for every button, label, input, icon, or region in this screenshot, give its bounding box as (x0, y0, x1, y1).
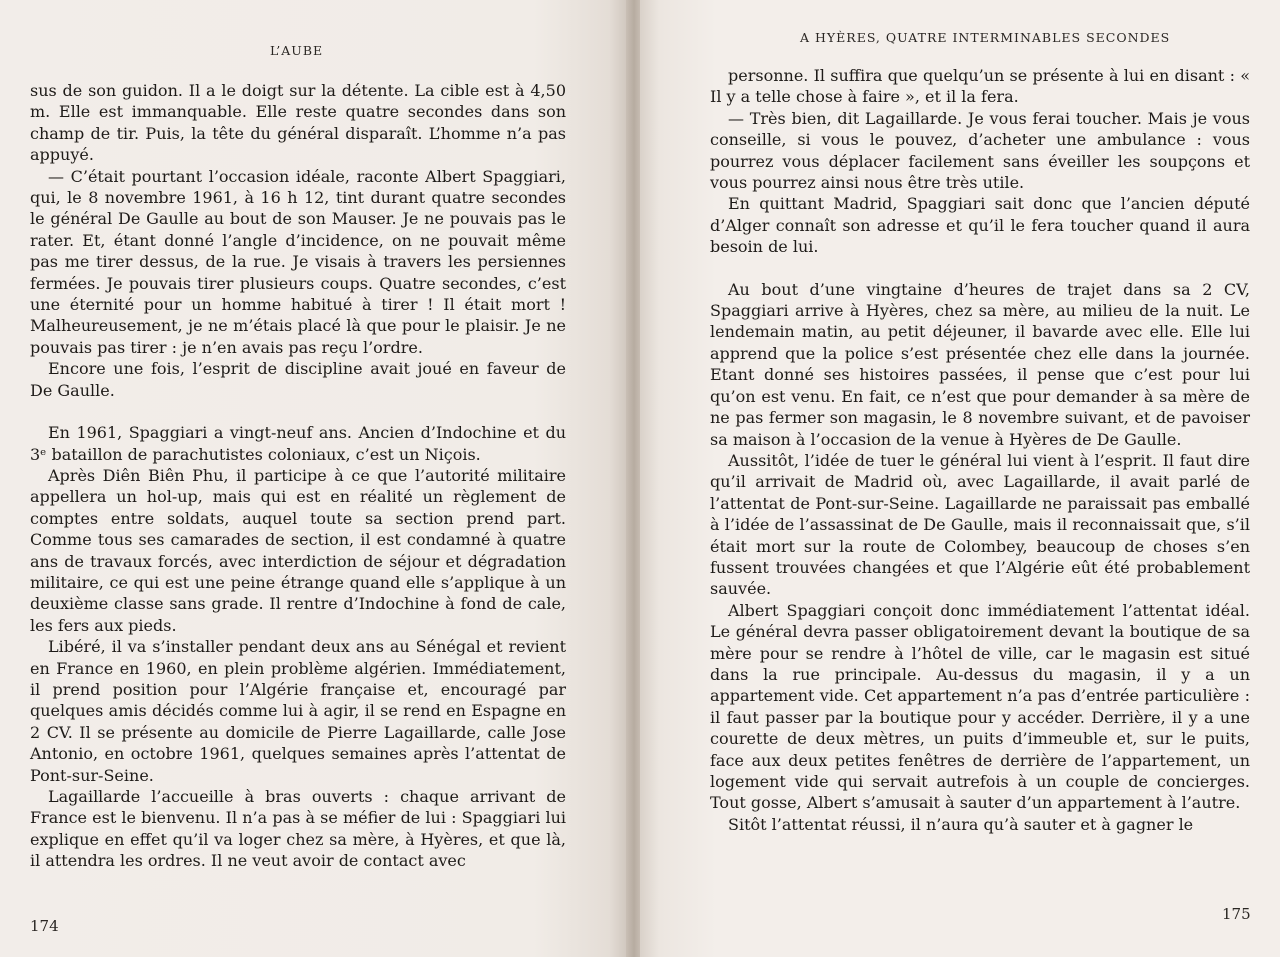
paragraph: Albert Spaggiari conçoit donc immédiatement l’attentat idéal. Le général devra passer obligatoirement devant la boutique de sa mère pour se rendre à l’hôtel de ville, car le magasin est situé dans la rue principale. Au-dessus du magasin, il y a un appartement vide. Cet appartement n’a pas d’entrée particulière : il faut passer par la boutique pour y accéder. Derrière, il y a une courette de deux mètres, un puits d’immeuble et, sur le puits, face aux deux petites fenêtres de derrière de l’appartement, un logement vide qui servait autrefois à un couple de concierges. Tout gosse, Albert s’amusait à sauter d’un appartement à l’autre. (710, 600, 1250, 813)
right-page (640, 0, 1280, 957)
paragraph: Après Diên Biên Phu, il participe à ce que l’autorité militaire appellera un hol-up, mais qui est en réalité un règlement de comptes entre soldats, auquel toute sa section prend part. Comme tous ses camarades de section, il est condamné à quatre ans de travaux forcés, avec interdiction de séjour et dégradation militaire, ce qui est une peine étrange quand elle s’applique à un deuxième classe sans grade. Il rentre d’Indochine à fond de cale, les fers aux pieds. (30, 465, 566, 635)
paragraph: Libéré, il va s’installer pendant deux ans au Sénégal et revient en France en 1960, en plein problème algérien. Immédiatement, il prend position pour l’Algérie française et, encouragé par quelques amis décidés comme lui à agir, il se rend en Espagne en 2 CV. Il se présente au domicile de Pierre Lagaillarde, calle Jose Antonio, en octobre 1961, quelques semaines après l’attentat de Pont-sur-Seine. (30, 637, 566, 785)
running-head-right: A HYÈRES, QUATRE INTERMINABLES SECONDES (800, 30, 1171, 45)
left-page-text (30, 80, 566, 872)
running-head-left: L’AUBE (270, 43, 324, 58)
paragraph: Lagaillarde l’accueille à bras ouverts : chaque arrivant de France est le bienvenu. Il n’a pas à se méfier de lui : Spaggiari lui explique en effet qu’il va loger chez sa mère, à Hyères, et que là, il attendra les ordres. Il ne veut avoir de contact avec (30, 787, 566, 871)
paragraph: Encore une fois, l’esprit de discipline avait joué en faveur de De Gaulle. (30, 359, 566, 400)
paragraph: — Très bien, dit Lagaillarde. Je vous ferai toucher. Mais je vous conseille, si vous le pouvez, d’acheter une ambulance : vous pourrez vous déplacer facilement sans éveiller les soupçons et vous pourrez ainsi nous être très utile. (710, 108, 1250, 193)
paragraph: En 1961, Spaggiari a vingt-neuf ans. Ancien d’Indochine et du 3ᵉ bataillon de parachutistes coloniaux, c’est un Niçois. (30, 423, 566, 464)
page-number-right: 175 (1222, 905, 1251, 923)
paragraph: Sitôt l’attentat réussi, il n’aura qu’à sauter et à gagner le (728, 814, 1194, 834)
paragraph: sus de son guidon. Il a le doigt sur la détente. La cible est à 4,50 m. Elle est immanquable. Elle reste quatre secondes dans son champ de tir. Puis, la tête du général disparaît. L’homme n’a pas appuyé. (30, 81, 566, 165)
paragraph: Aussitôt, l’idée de tuer le général lui vient à l’esprit. Il faut dire qu’il arrivait de Madrid où, avec Lagaillarde, il avait parlé de l’attentat de Pont-sur-Seine. Lagaillarde ne paraissait pas emballé à l’idée de l’assassinat de De Gaulle, mais il reconnaissait que, s’il était mort sur la route de Colombey, beaucoup de choses s’en fussent trouvées changées et que l’Algérie eût été probablement sauvée. (710, 450, 1250, 599)
paragraph: personne. Il suffira que quelqu’un se présente à lui en disant : « Il y a telle chose à faire », et il la fera. (710, 66, 1250, 107)
paragraph: En quittant Madrid, Spaggiari sait donc que l’ancien député d’Alger connaît son adresse et qu’il le fera toucher quand il aura besoin de lui. (710, 194, 1250, 257)
left-page (0, 0, 628, 957)
right-page-text (710, 65, 1250, 835)
paragraph: — C’était pourtant l’occasion idéale, raconte Albert Spaggiari, qui, le 8 novembre 1961, à 16 h 12, tint durant quatre secondes le général De Gaulle au bout de son Mauser. Je ne pouvais pas le rater. Et, étant donné l’angle d’incidence, on ne pouvait même pas me tirer dessus, de la rue. Je visais à travers les persiennes fermées. Je pouvais tirer plusieurs coups. Quatre secondes, c’est une éternité pour un homme habitué à tirer ! Il était mort ! Malheureusement, je ne m’étais placé là que pour le plaisir. Je ne pouvais pas tirer : je n’en avais pas reçu l’ordre. (30, 166, 566, 357)
page-number-left: 174 (30, 917, 59, 935)
paragraph: Au bout d’une vingtaine d’heures de trajet dans sa 2 CV, Spaggiari arrive à Hyères, chez sa mère, au milieu de la nuit. Le lendemain matin, au petit déjeuner, il bavarde avec elle. Elle lui apprend que la police s’est présentée chez elle dans la journée. Etant donné ses histoires passées, il pense que c’est pour lui qu’on est venu. En fait, ce n’est que pour demander à sa mère de ne pas fermer son magasin, le 8 novembre suivant, et de pavoiser sa maison à l’occasion de la venue à Hyères de De Gaulle. (710, 279, 1250, 449)
